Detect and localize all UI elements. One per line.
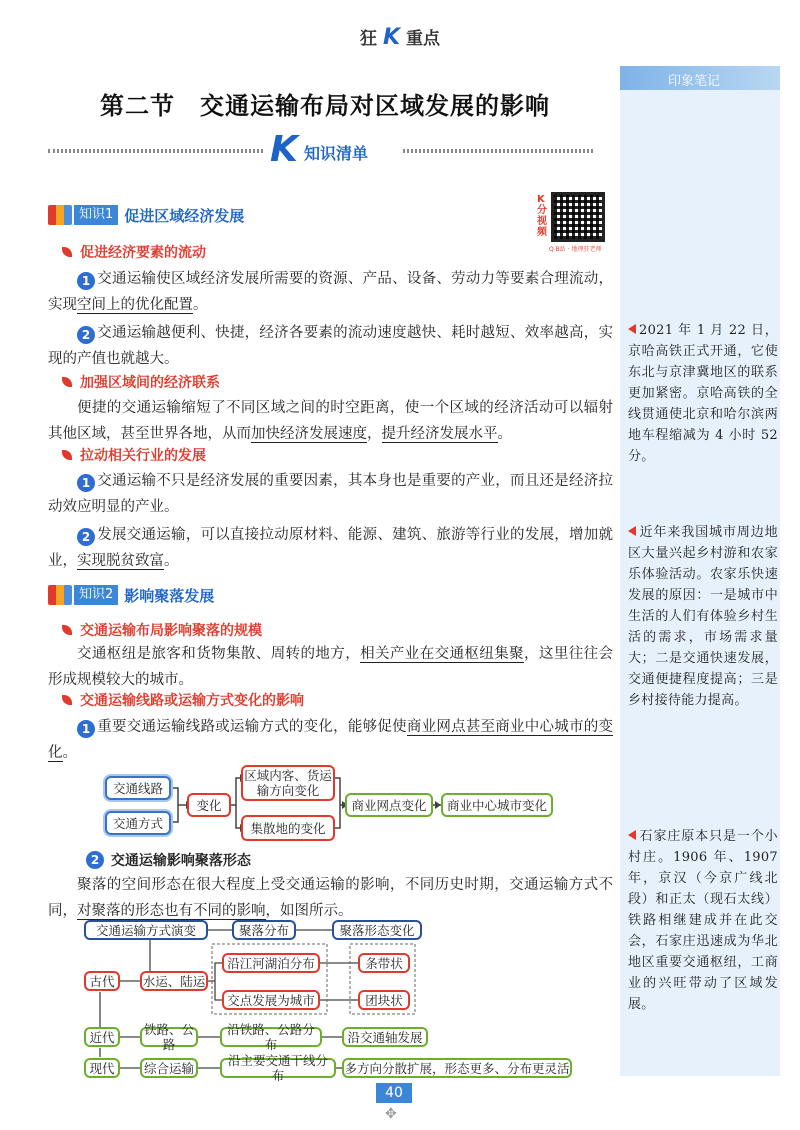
text: 。 <box>193 297 208 313</box>
flow-node-hub: 集散地的变化 <box>241 815 335 841</box>
flow-node-line: 交通线路 <box>105 776 171 800</box>
circle-number-icon: 2 <box>77 528 95 546</box>
text: 发展交通运输，可以直接拉动原材料、能源、建筑、旅游等行业的发展，增加就业， <box>48 527 613 569</box>
sidebar-note-1 <box>628 320 778 467</box>
flow2-integrated: 综合运输 <box>140 1058 198 1078</box>
knowledge-title: 影响聚落发展 <box>124 586 215 605</box>
text: ，如图所示。 <box>265 903 353 919</box>
sidebar-note-3 <box>628 826 778 1015</box>
page-number: 40 <box>376 1083 412 1103</box>
text: 交通运输越便利、快捷，经济各要素的流动速度越快、耗时越短、效率越高，实现的产值也就越大。 <box>48 325 613 367</box>
qr-side-text: K分视频 <box>537 194 547 238</box>
section-title: 第二节 交通运输布局对区域发展的影响 <box>100 91 550 120</box>
knowledge-title: 促进区域经济发展 <box>124 206 245 225</box>
text: 交通运输不只是经济发展的重要因素，其本身也是重要的产业，而且还是经济拉动效应明显的产业。 <box>48 473 613 515</box>
circle-number-icon: 2 <box>77 326 95 344</box>
subheading-text: 促进经济要素的流动 <box>80 245 206 261</box>
note-text: 2021 年 1 月 22 日，京哈高铁正式开通，它使东北与京津冀地区的联系更加紧密。京哈高铁的全线贯通使北京和哈尔滨两地车程缩减为 4 小时 52 分。 <box>628 323 778 464</box>
brand-k-logo: K <box>382 25 401 50</box>
underlined-text: 加快经济发展速度 <box>251 426 367 442</box>
text: 重要交通运输线路或运输方式的变化，能够促使 <box>97 719 407 735</box>
underlined-text: 相关产业在交通枢纽集聚 <box>360 646 525 662</box>
flow2-multi: 多方向分散扩展，形态更多、分布更灵活 <box>342 1058 572 1078</box>
flow2-cluster: 团块状 <box>358 990 410 1010</box>
knowledge-badge: 知识2 <box>74 585 118 605</box>
triangle-marker-icon <box>628 324 636 334</box>
triangle-marker-icon <box>628 830 636 840</box>
flow2-cross: 交点发展为城市 <box>222 990 320 1010</box>
text: 。 <box>164 553 179 569</box>
circle-number-icon: 2 <box>86 851 104 869</box>
flow2-axis: 沿交通轴发展 <box>342 1027 428 1047</box>
notes-tab-label: 印象笔记 <box>668 74 721 89</box>
subheading-text: 加强区域间的经济联系 <box>80 375 220 391</box>
note-text: 石家庄原本只是一个小村庄。1906 年、1907 年，京汉（今京广线北段）和正太（现石太线）铁路相继建成并在此交会，石家庄迅速成为华北地区重要交通枢纽，工商业的兴旺带动了区域发展。 <box>628 829 778 1012</box>
flow2-present: 现代 <box>84 1058 120 1078</box>
circle-number-icon: 1 <box>77 720 95 738</box>
flow2-modern: 近代 <box>84 1027 120 1047</box>
text: 交通运输使区域经济发展所需要的资源、产品、设备、劳动力等要素合理流动，实现 <box>48 271 613 313</box>
banner-k-icon: K <box>270 129 298 170</box>
flow2-water-land: 水运、陆运 <box>140 971 208 991</box>
sidebar-note-2 <box>628 522 778 711</box>
underlined-text: 商业网点甚至商业中心城市的变化 <box>48 719 613 761</box>
flow2-strip: 条带状 <box>358 953 410 973</box>
brand-suffix: 重点 <box>405 29 440 49</box>
flow2-ancient: 古代 <box>84 971 120 991</box>
notes-sidebar <box>620 66 780 1076</box>
subheading-text: 交通运输布局影响聚落的规模 <box>80 623 262 639</box>
flow-node-center: 商业中心城市变化 <box>441 793 553 817</box>
text: 。 <box>497 426 512 442</box>
subheading-text: 拉动相关行业的发展 <box>80 448 206 464</box>
triangle-marker-icon <box>628 526 636 536</box>
flow2-header-form: 聚落形态变化 <box>332 920 422 940</box>
text: 聚落的空间形态在很大程度上受交通运输的影响，不同历史时期，交通运输方式不同， <box>48 877 613 919</box>
text: ， <box>367 426 382 442</box>
circle-number-icon: 1 <box>77 474 95 492</box>
banner-label: 知识清单 <box>304 144 369 163</box>
circle-number-icon: 1 <box>77 272 95 290</box>
underlined-text: 对聚落的形态也有不同的影响 <box>77 903 266 919</box>
flow-node-shop: 商业网点变化 <box>345 793 433 817</box>
subheading-text: 交通运输线路或运输方式变化的影响 <box>80 693 304 709</box>
flow-node-change: 变化 <box>187 793 231 817</box>
flow2-river: 沿江河湖泊分布 <box>222 953 320 973</box>
underlined-text: 实现脱贫致富 <box>77 553 164 569</box>
text: 交通枢纽是旅客和货物集散、周转的地方， <box>77 646 361 662</box>
brand-prefix: 狂 <box>360 29 378 49</box>
note-text: 近年来我国城市周边地区大量兴起乡村游和农家乐体验活动。农家乐快速发展的原因：一是城市中生活的人们有体验乡村生活的需求，市场需求量大；二是交通快速发展，交通便捷程度提高；三是乡村接待能力提高。 <box>628 525 778 708</box>
knowledge-badge: 知识1 <box>74 205 118 225</box>
flow2-rail-road: 铁路、公路 <box>140 1027 198 1047</box>
flow-node-flow-direction: 区域内客、货运输方向变化 <box>241 765 335 801</box>
qr-caption: Q B站 · 地理狂老师 <box>549 246 602 253</box>
flow-node-mode: 交通方式 <box>105 811 171 835</box>
text: 便捷的交通运输缩短了不同区域之间的时空距离，使一个区域的经济活动可以辐射其他区域，甚至世界各地，从而 <box>48 400 613 442</box>
flow2-header-mode: 交通运输方式演变 <box>84 920 208 940</box>
underlined-text: 空间上的优化配置 <box>77 297 193 313</box>
underlined-text: 提升经济发展水平 <box>381 426 498 442</box>
subheading-text: 交通运输影响聚落形态 <box>110 853 251 869</box>
flow2-main-line: 沿主要交通干线分布 <box>220 1058 336 1078</box>
flow2-header-distribution: 聚落分布 <box>232 920 296 940</box>
bird-icon: ✥ <box>385 1106 397 1122</box>
text: ，这里往往会形成规模较大的城市。 <box>48 646 614 688</box>
flow2-along-rail-road: 沿铁路、公路分布 <box>220 1027 322 1047</box>
text: 。 <box>62 745 77 761</box>
